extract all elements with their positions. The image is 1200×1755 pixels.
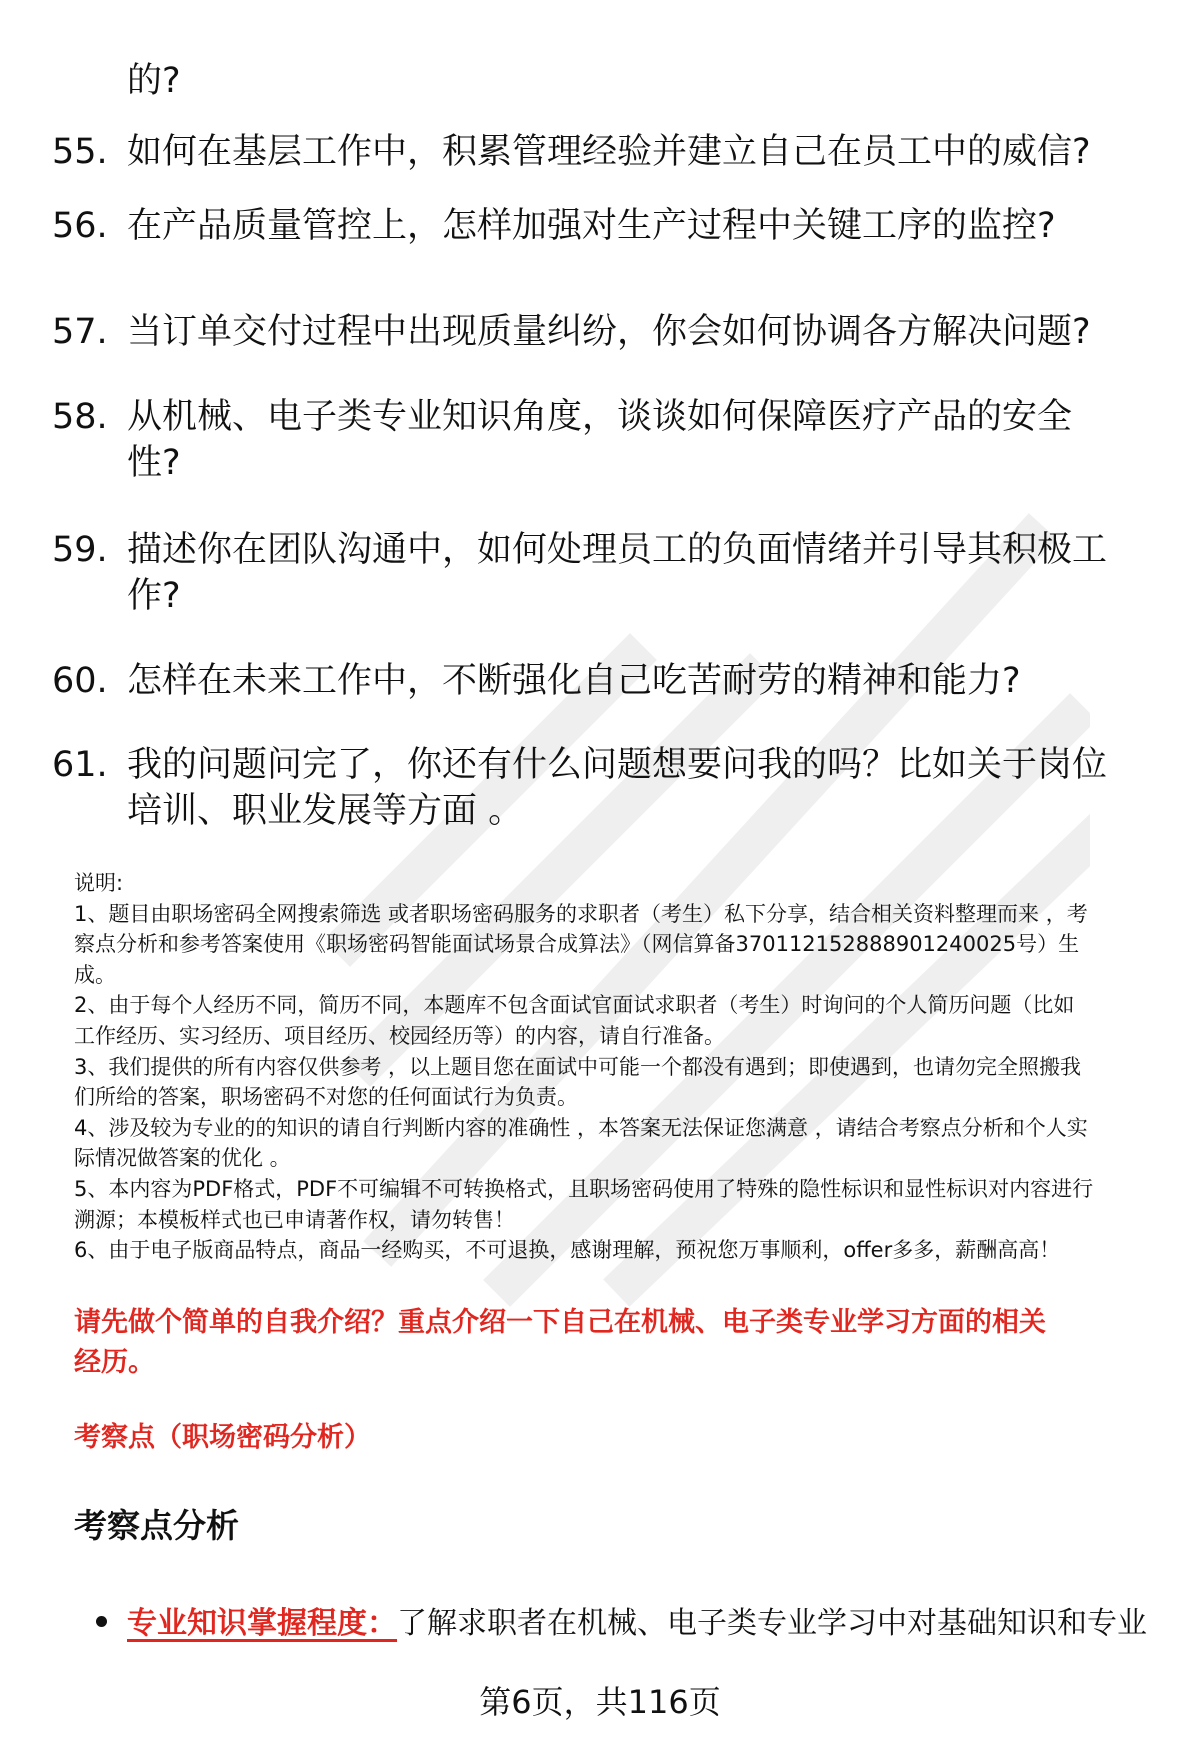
notes-line: 1、题目由职场密码全网搜索筛选 或者职场密码服务的求职者（考生）私下分享，结合相关资料整理而来 ，考 xyxy=(74,901,1088,926)
question-59 xyxy=(52,527,1152,619)
question-text-line2: 性? xyxy=(127,443,181,483)
question-number: 55. xyxy=(52,132,108,172)
question-number: 59. xyxy=(52,530,108,570)
question-text: 在产品质量管控上，怎样加强对生产过程中关键工序的监控? xyxy=(127,206,1056,246)
question-text: 怎样在未来工作中，不断强化自己吃苦耐劳的精神和能力? xyxy=(127,661,1021,701)
question-55 xyxy=(52,129,1152,175)
question-continuation: 的? xyxy=(127,61,181,101)
bullet-text: 了解求职者在机械、电子类专业学习中对基础知识和专业 xyxy=(397,1606,1147,1641)
question-text: 当订单交付过程中出现质量纠纷，你会如何协调各方解决问题? xyxy=(127,312,1091,352)
notes-block xyxy=(74,868,1159,1266)
notes-line: 工作经历、实习经历、项目经历、校园经历等）的内容，请自行准备。 xyxy=(74,1023,725,1048)
question-number: 60. xyxy=(52,661,108,701)
question-61 xyxy=(52,742,1152,834)
bullet-term: 专业知识掌握程度： xyxy=(127,1606,397,1641)
question-text-line2: 作? xyxy=(127,576,181,616)
notes-line: 溯源；本模板样式也已申请著作权，请勿转售！ xyxy=(74,1207,515,1232)
notes-line: 4、涉及较为专业的的知识的请自行判断内容的准确性 ，本答案无法保证您满意 ，请结合考察点分析和个人实 xyxy=(74,1115,1088,1140)
notes-line: 2、由于每个人经历不同，简历不同，本题库不包含面试官面试求职者（考生）时询问的个人简历问题（比如 xyxy=(74,993,1075,1018)
question-text-line1: 我的问题问完了，你还有什么问题想要问我的吗？比如关于岗位 xyxy=(127,745,1108,785)
notes-line: 察点分析和参考答案使用《职场密码智能面试场景合成算法》（网信算备370112152888901240025号）生 xyxy=(74,932,1080,957)
notes-line: 成。 xyxy=(74,962,116,987)
notes-line: 6、由于电子版商品特点，商品一经购买，不可退换，感谢理解，预祝您万事顺利，offer多多，薪酬高高！ xyxy=(74,1238,1061,1263)
featured-question-line2: 经历。 xyxy=(74,1347,155,1378)
question-text-line2: 培训、职业发展等方面 。 xyxy=(127,791,524,831)
bullet-icon xyxy=(96,1616,107,1627)
notes-line: 际情况做答案的优化 。 xyxy=(74,1146,291,1171)
question-60 xyxy=(52,658,1152,704)
bullet-item xyxy=(96,1602,1176,1646)
question-number: 61. xyxy=(52,745,108,785)
question-text: 如何在基层工作中，积累管理经验并建立自己在员工中的威信? xyxy=(127,132,1091,172)
question-56 xyxy=(52,203,1152,249)
question-text-line1: 从机械、电子类专业知识角度，谈谈如何保障医疗产品的安全 xyxy=(127,397,1073,437)
question-number: 57. xyxy=(52,312,108,352)
notes-line: 3、我们提供的所有内容仅供参考 ，以上题目您在面试中可能一个都没有遇到；即使遇到，也请勿完全照搬我 xyxy=(74,1054,1082,1079)
notes-line: 5、本内容为PDF格式，PDF不可编辑不可转换格式，且职场密码使用了特殊的隐性标识和显性标识对内容进行 xyxy=(74,1176,1094,1201)
section-heading: 考察点分析 xyxy=(74,1506,239,1545)
question-58 xyxy=(52,394,1152,486)
question-text-line1: 描述你在团队沟通中，如何处理员工的负面情绪并引导其积极工 xyxy=(127,530,1108,570)
question-number: 58. xyxy=(52,397,108,437)
featured-question xyxy=(74,1303,1159,1383)
page-footer: 第6页，共116页 xyxy=(479,1683,721,1721)
featured-question-line1: 请先做个简单的自我介绍？重点介绍一下自己在机械、电子类专业学习方面的相关 xyxy=(74,1307,1046,1338)
question-number: 56. xyxy=(52,206,108,246)
analysis-label: 考察点（职场密码分析） xyxy=(74,1422,371,1453)
question-57 xyxy=(52,309,1152,355)
notes-line: 们所给的答案，职场密码不对您的任何面试行为负责。 xyxy=(74,1085,578,1110)
notes-title: 说明: xyxy=(74,871,124,895)
